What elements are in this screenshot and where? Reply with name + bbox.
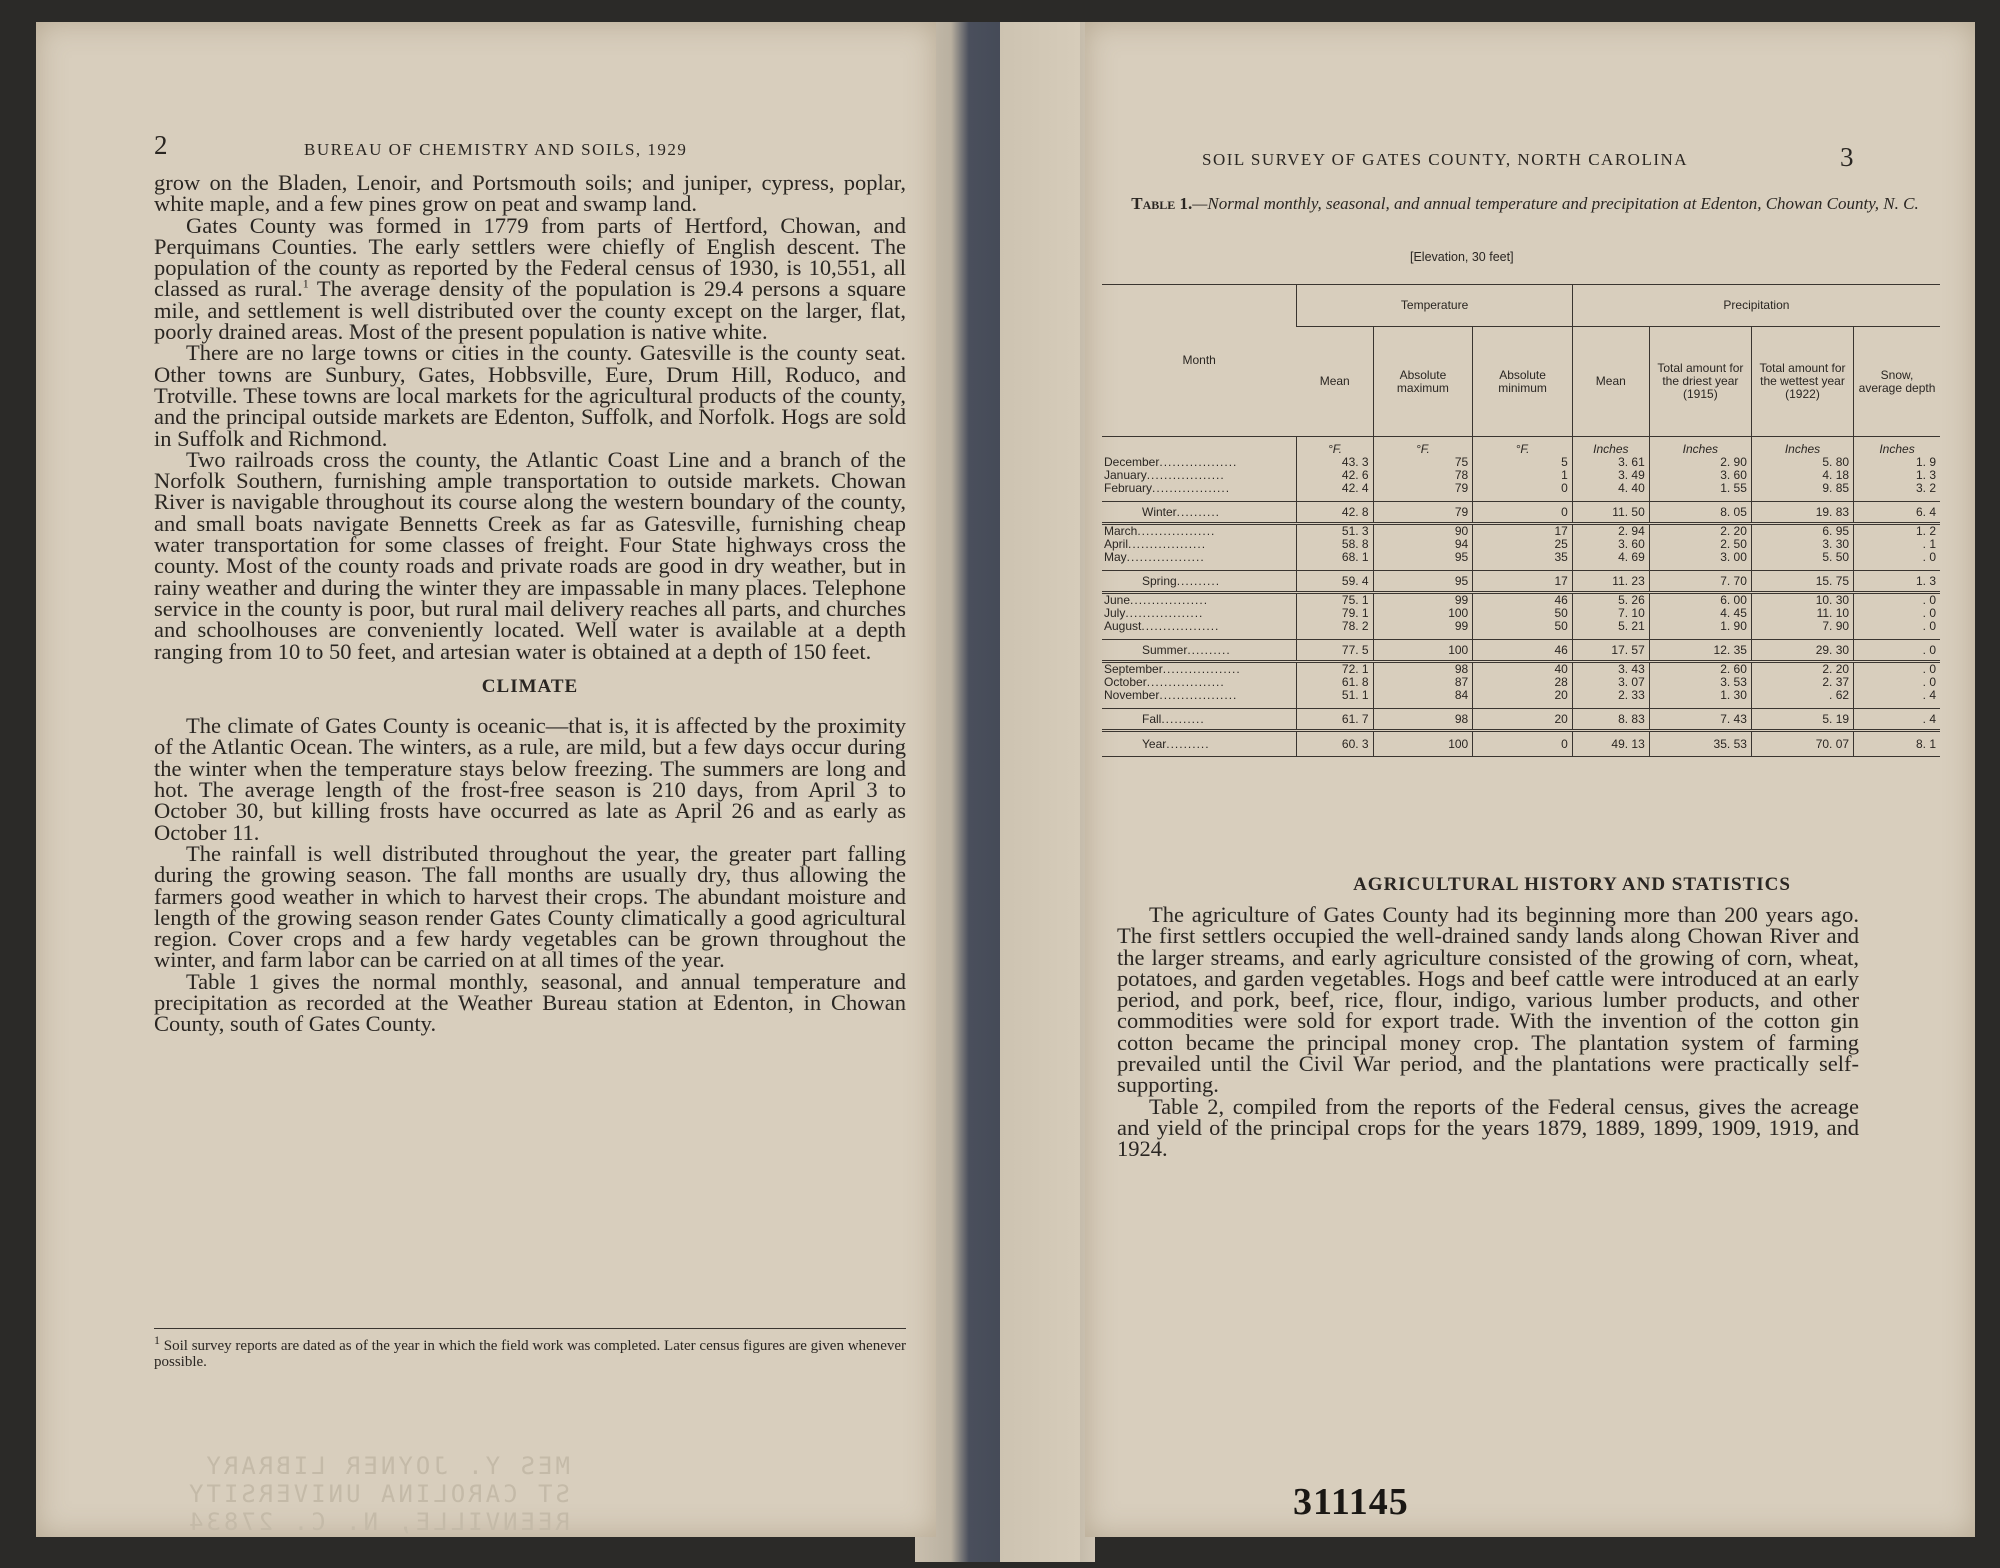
paragraph: The agriculture of Gates County had its beginning more than 200 years ago. The first settlers occupied the well-drained sandy lands along Chowan River and the larger streams, and early agriculture consisted of the growing of corn, wheat, potatoes, and garden vegetables. Hogs and beef cattle were introduced at an early period, and pork, beef, rice, flour, indigo, various lumber products, and other commodities were sold for export trade. With the invention of the cotton gin cotton became the principal money crop. The plantation system of farming prevailed until the Civil War period, and the plantations were practically self-supporting. xyxy=(1117,902,1859,1098)
month-label: October.................. xyxy=(1104,676,1225,689)
value-cell xyxy=(1751,593,1853,640)
season-value: 8. 83 xyxy=(1572,709,1649,731)
value: 84 xyxy=(1454,688,1469,702)
year-row xyxy=(1102,731,1940,757)
value-cell xyxy=(1473,456,1573,502)
unit-label: Inches xyxy=(1649,437,1751,457)
value-cell xyxy=(1751,456,1853,502)
season-value: 29. 30 xyxy=(1751,640,1853,662)
page-number: 3 xyxy=(1840,142,1854,172)
season-row xyxy=(1102,709,1940,731)
season-value: 79 xyxy=(1373,502,1473,524)
col-header: Snow, average depth xyxy=(1854,327,1940,437)
value: 61. 8 xyxy=(1341,675,1369,689)
season-value: 7. 70 xyxy=(1649,571,1751,593)
value: . 0 xyxy=(1922,662,1936,676)
value: 99 xyxy=(1454,619,1469,633)
value: 4. 18 xyxy=(1822,468,1850,482)
month-group-row xyxy=(1102,662,1940,709)
value: 17 xyxy=(1554,524,1568,538)
month-label: November.................. xyxy=(1104,689,1238,702)
col-header: Absolute minimum xyxy=(1473,327,1573,437)
value: 2. 60 xyxy=(1720,662,1747,676)
value-cell xyxy=(1373,662,1473,709)
value: 3. 61 xyxy=(1618,455,1645,469)
value-cell xyxy=(1473,662,1573,709)
paragraph: Two railroads cross the county, the Atlantic Coast Line and a branch of the Norfolk Southern, furnishing ample transportation to outside markets. Chowan River is navigable throughout its course along the western boundary of the county, and small boats navigate Bennetts Creek as far as Gatesville, furnishing cheap water transportation for some classes of freight. Four State highways cross the county. Most of the county roads and private roads are good in dry weather, but in rainy weather and during the winter they are impassable in many places. Telephone service in the county is poor, but rural mail delivery reaches all parts, and churches and schoolhouses are conveniently located. Well water is available at a depth ranging from 10 to 50 feet, and artesian water is obtained at a depth of 150 feet. xyxy=(154,446,906,664)
value-cell xyxy=(1297,456,1373,502)
month-label: April.................. xyxy=(1104,538,1207,551)
value-cell xyxy=(1649,524,1751,571)
value: . 0 xyxy=(1922,550,1936,564)
value: 6. 00 xyxy=(1720,593,1747,607)
month-group-row xyxy=(1102,456,1940,502)
paragraph: Table 2, compiled from the reports of the Federal census, gives the acreage and yield of the principal crops for the years 1879, 1889, 1899, 1909, 1919, and 1924. xyxy=(1117,1093,1859,1162)
value: 1. 9 xyxy=(1915,455,1936,469)
paragraph: Table 1 gives the normal monthly, seasonal, and annual temperature and precipitation as recorded at the Weather Bureau station at Edenton, in Chowan County, south of Gates County. xyxy=(154,968,906,1037)
col-header: Mean xyxy=(1319,374,1350,388)
value: . 62 xyxy=(1829,688,1850,702)
value: 5. 50 xyxy=(1822,550,1850,564)
value-cell xyxy=(1297,524,1373,571)
paragraph: Gates County was formed in 1779 from parts of Hertford, Chowan, and Perquimans Counties. The early settlers were chiefly of English descent. The population of the county as reported by the Federal census of 1930, is 10,551, all classed as rural.$^1$ The average density of the population is 29.4 persons a square mile, and settlement is well distributed over the county except on the larger, flat, poorly drained areas. Most of the present population is native white. xyxy=(154,212,906,345)
value: 3. 00 xyxy=(1720,550,1747,564)
value: 7. 10 xyxy=(1618,606,1645,620)
year-value: 100 xyxy=(1373,731,1473,757)
season-value: 100 xyxy=(1373,640,1473,662)
value: 20 xyxy=(1554,688,1568,702)
season-value: 0 xyxy=(1473,502,1573,524)
value: 5. 26 xyxy=(1618,593,1645,607)
footnote-ref: 1 xyxy=(302,276,309,291)
season-value: 11. 23 xyxy=(1572,571,1649,593)
col-header: Mean xyxy=(1572,327,1649,437)
value-cell xyxy=(1373,593,1473,640)
value: 4. 69 xyxy=(1618,550,1645,564)
value: . 1 xyxy=(1922,537,1936,551)
value: 99 xyxy=(1454,593,1469,607)
season-row xyxy=(1102,640,1940,662)
climate-table xyxy=(1102,284,1940,757)
value-cell xyxy=(1473,524,1573,571)
paragraph: The rainfall is well distributed throughout the year, the greater part falling during the growing season. The fall months are usually dry, thus allowing the farmers good weather in which to harvest their crops. The abundant moisture and length of the growing season render Gates County climatically a good agricultural region. Cover crops and a few hardy vegetables can be grown throughout the winter, and farm labor can be carried on at all times of the year. xyxy=(154,840,906,973)
value: 6. 95 xyxy=(1822,524,1850,538)
value: 78. 2 xyxy=(1341,619,1369,633)
season-value: 95 xyxy=(1373,571,1473,593)
spine-paper-strip xyxy=(1000,22,1080,1562)
col-header: Total amount for the driest year (1915) xyxy=(1649,327,1751,437)
value: 25 xyxy=(1554,537,1568,551)
value: 75 xyxy=(1454,455,1469,469)
month-label: December.................. xyxy=(1104,456,1238,469)
month-group-row xyxy=(1102,524,1940,571)
value: 3. 49 xyxy=(1618,468,1645,482)
value: 79 xyxy=(1454,481,1469,495)
value: 79. 1 xyxy=(1341,606,1369,620)
table-elevation-note: [Elevation, 30 feet] xyxy=(1410,250,1514,264)
month-header: Month xyxy=(1182,353,1216,367)
right-page xyxy=(1085,22,1975,1537)
value: 94 xyxy=(1454,537,1469,551)
unit-label: Inches xyxy=(1854,437,1940,457)
value: 3. 60 xyxy=(1618,537,1645,551)
temperature-header: Temperature xyxy=(1297,285,1573,327)
value: 75. 1 xyxy=(1341,593,1369,607)
month-label: June.................. xyxy=(1104,594,1209,607)
footnote-rule xyxy=(154,1328,906,1329)
month-label: May.................. xyxy=(1104,551,1205,564)
season-row xyxy=(1102,502,1940,524)
value: 50 xyxy=(1554,619,1568,633)
year-value: 0 xyxy=(1473,731,1573,757)
season-value: 61. 7 xyxy=(1297,709,1373,731)
accession-number-stamp: 311145 xyxy=(1293,1481,1409,1523)
value: 2. 37 xyxy=(1822,675,1850,689)
season-label: Summer.......... xyxy=(1102,640,1297,662)
footnote: $^1$ Soil survey reports are dated as of the year in which the field work was completed. Later census figures are given whenever possible. xyxy=(154,1333,907,1370)
value: 3. 2 xyxy=(1915,481,1936,495)
value: 5 xyxy=(1561,455,1568,469)
value: 2. 94 xyxy=(1618,524,1645,538)
season-value: 6. 4 xyxy=(1854,502,1940,524)
running-head: SOIL SURVEY OF GATES COUNTY, NORTH CAROLINA xyxy=(1202,150,1689,169)
value-cell xyxy=(1649,456,1751,502)
season-value: 42. 8 xyxy=(1297,502,1373,524)
precipitation-header: Precipitation xyxy=(1572,285,1940,327)
value: . 0 xyxy=(1922,606,1936,620)
value: 42. 6 xyxy=(1341,468,1369,482)
season-label: Fall.......... xyxy=(1102,709,1297,731)
month-labels xyxy=(1102,662,1297,709)
value: 43. 3 xyxy=(1341,455,1369,469)
running-head: BUREAU OF CHEMISTRY AND SOILS, 1929 xyxy=(304,140,688,159)
value: 87 xyxy=(1454,675,1469,689)
value: 10. 30 xyxy=(1815,593,1850,607)
col-header: Total amount for the wettest year (1922) xyxy=(1751,327,1853,437)
value-cell xyxy=(1373,456,1473,502)
value-cell xyxy=(1572,593,1649,640)
season-value: 15. 75 xyxy=(1751,571,1853,593)
season-value: . 4 xyxy=(1854,709,1940,731)
value: 4. 45 xyxy=(1720,606,1747,620)
value: 40 xyxy=(1554,662,1568,676)
value: 1. 55 xyxy=(1720,481,1747,495)
value: 78 xyxy=(1454,468,1469,482)
year-value: 70. 07 xyxy=(1751,731,1853,757)
value-cell xyxy=(1649,593,1751,640)
season-value: 5. 19 xyxy=(1751,709,1853,731)
value-cell xyxy=(1751,524,1853,571)
paragraph: grow on the Bladen, Lenoir, and Portsmouth soils; and juniper, cypress, poplar, white maple, and a few pines grow on peat and swamp land. xyxy=(154,170,906,217)
value: 46 xyxy=(1554,593,1568,607)
value-cell xyxy=(1572,524,1649,571)
value: 1. 2 xyxy=(1915,524,1936,538)
season-value: 1. 3 xyxy=(1854,571,1940,593)
value: 1. 90 xyxy=(1720,619,1747,633)
body-text xyxy=(1117,904,1859,1160)
units-row xyxy=(1102,437,1940,457)
climate-table-body xyxy=(1102,437,1940,757)
value: 58. 8 xyxy=(1341,537,1369,551)
month-label: August.................. xyxy=(1104,620,1220,633)
body-text xyxy=(154,172,906,1035)
season-value: 77. 5 xyxy=(1297,640,1373,662)
col-header: Absolute maximum xyxy=(1373,327,1473,437)
value-cell xyxy=(1473,593,1573,640)
value: 4. 40 xyxy=(1618,481,1645,495)
season-value: 7. 43 xyxy=(1649,709,1751,731)
season-value: 12. 35 xyxy=(1649,640,1751,662)
value: 90 xyxy=(1454,524,1469,538)
value: 42. 4 xyxy=(1341,481,1369,495)
season-value: 46 xyxy=(1473,640,1573,662)
month-labels xyxy=(1102,524,1297,571)
value-cell xyxy=(1297,593,1373,640)
paragraph: There are no large towns or cities in the county. Gatesville is the county seat. Other towns are Sunbury, Gates, Hobbsville, Eure, Drum Hill, Roduco, and Trotville. These towns are local markets for the agricultural products of the county, and the principal outside markets are Edenton, Suffolk, and Norfolk. Hogs are sold in Suffolk and Richmond. xyxy=(154,340,906,451)
season-value: 8. 05 xyxy=(1649,502,1751,524)
value: 7. 90 xyxy=(1822,619,1850,633)
value: . 0 xyxy=(1922,619,1936,633)
units-spacer xyxy=(1102,437,1297,457)
year-value: 8. 1 xyxy=(1854,731,1940,757)
unit-label: Inches xyxy=(1751,437,1853,457)
month-labels xyxy=(1102,593,1297,640)
season-value: 98 xyxy=(1373,709,1473,731)
year-value: 49. 13 xyxy=(1572,731,1649,757)
unit-label: °F. xyxy=(1297,437,1373,457)
page-number: 2 xyxy=(154,130,168,160)
season-value: . 0 xyxy=(1854,640,1940,662)
season-value: 59. 4 xyxy=(1297,571,1373,593)
value-cell xyxy=(1572,662,1649,709)
value-cell xyxy=(1572,456,1649,502)
library-stamp-bleedthrough: MES Y. JOYNER LIBRARY ST CAROLINA UNIVERSITY REENVILLE, N. C. 27834 xyxy=(186,1452,570,1536)
value: . 0 xyxy=(1922,593,1936,607)
value: 68. 1 xyxy=(1341,550,1369,564)
month-label: March.................. xyxy=(1104,525,1216,538)
unit-label: Inches xyxy=(1572,437,1649,457)
value: 1 xyxy=(1561,468,1568,482)
paragraph: The climate of Gates County is oceanic—that is, it is affected by the proximity of the Atlantic Ocean. The winters, as a rule, are mild, but a few days occur during the winter when the temperature stays below freezing. The summers are long and hot. The average length of the frost-free season is 210 days, from April 3 to October 30, but killing frosts have occurred as late as April 26 and as early as October 11. xyxy=(154,713,906,845)
value: 3. 43 xyxy=(1618,662,1645,676)
season-value: 11. 50 xyxy=(1572,502,1649,524)
unit-label: °F. xyxy=(1473,437,1573,457)
value: 51. 1 xyxy=(1341,688,1369,702)
left-page xyxy=(36,22,936,1537)
value: 51. 3 xyxy=(1341,524,1369,538)
season-value: 19. 83 xyxy=(1751,502,1853,524)
value: 2. 20 xyxy=(1720,524,1747,538)
value: 95 xyxy=(1454,550,1469,564)
value-cell xyxy=(1373,524,1473,571)
month-label: September.................. xyxy=(1104,663,1241,676)
season-label: Winter.......... xyxy=(1102,502,1297,524)
value: 100 xyxy=(1448,606,1469,620)
value: 3. 60 xyxy=(1720,468,1747,482)
value: 2. 33 xyxy=(1618,688,1645,702)
value: 35 xyxy=(1554,550,1568,564)
value-cell xyxy=(1649,662,1751,709)
value: 9. 85 xyxy=(1822,481,1850,495)
value: 28 xyxy=(1554,675,1568,689)
section-heading: CLIMATE xyxy=(481,675,579,697)
value-cell xyxy=(1751,662,1853,709)
value: 11. 10 xyxy=(1816,606,1850,620)
season-label: Spring.......... xyxy=(1102,571,1297,593)
year-value: 60. 3 xyxy=(1297,731,1373,757)
year-value: 35. 53 xyxy=(1649,731,1751,757)
value: 5. 80 xyxy=(1822,455,1850,469)
month-label: July.................. xyxy=(1104,607,1204,620)
value: 5. 21 xyxy=(1618,619,1645,633)
value-cell xyxy=(1854,524,1940,571)
value: . 0 xyxy=(1922,675,1936,689)
table-caption: Table 1.—Normal monthly, seasonal, and annual temperature and precipitation at Edenton, Chowan County, N. C. xyxy=(1131,194,1919,213)
season-value: 17 xyxy=(1473,571,1573,593)
season-row xyxy=(1102,571,1940,593)
value: 1. 3 xyxy=(1915,468,1936,482)
value: 2. 20 xyxy=(1822,662,1850,676)
value-cell xyxy=(1854,456,1940,502)
month-labels xyxy=(1102,456,1297,502)
value: . 4 xyxy=(1922,688,1936,702)
value-cell xyxy=(1854,662,1940,709)
month-label: January.................. xyxy=(1104,469,1225,482)
value-cell xyxy=(1854,593,1940,640)
value-cell xyxy=(1297,662,1373,709)
value: 98 xyxy=(1454,662,1469,676)
value: 3. 30 xyxy=(1822,537,1850,551)
value: 2. 50 xyxy=(1720,537,1747,551)
season-value: 20 xyxy=(1473,709,1573,731)
month-label: February.................. xyxy=(1104,482,1231,495)
value: 2. 90 xyxy=(1720,455,1747,469)
month-group-row xyxy=(1102,593,1940,640)
unit-label: °F. xyxy=(1373,437,1473,457)
value: 1. 30 xyxy=(1720,688,1747,702)
value: 3. 07 xyxy=(1618,675,1645,689)
value: 3. 53 xyxy=(1720,675,1747,689)
season-value: 17. 57 xyxy=(1572,640,1649,662)
value: 0 xyxy=(1561,481,1568,495)
value: 50 xyxy=(1554,606,1568,620)
year-label: Year.......... xyxy=(1142,736,1210,751)
value: 72. 1 xyxy=(1341,662,1369,676)
section-heading: AGRICULTURAL HISTORY AND STATISTICS xyxy=(1353,874,1791,895)
